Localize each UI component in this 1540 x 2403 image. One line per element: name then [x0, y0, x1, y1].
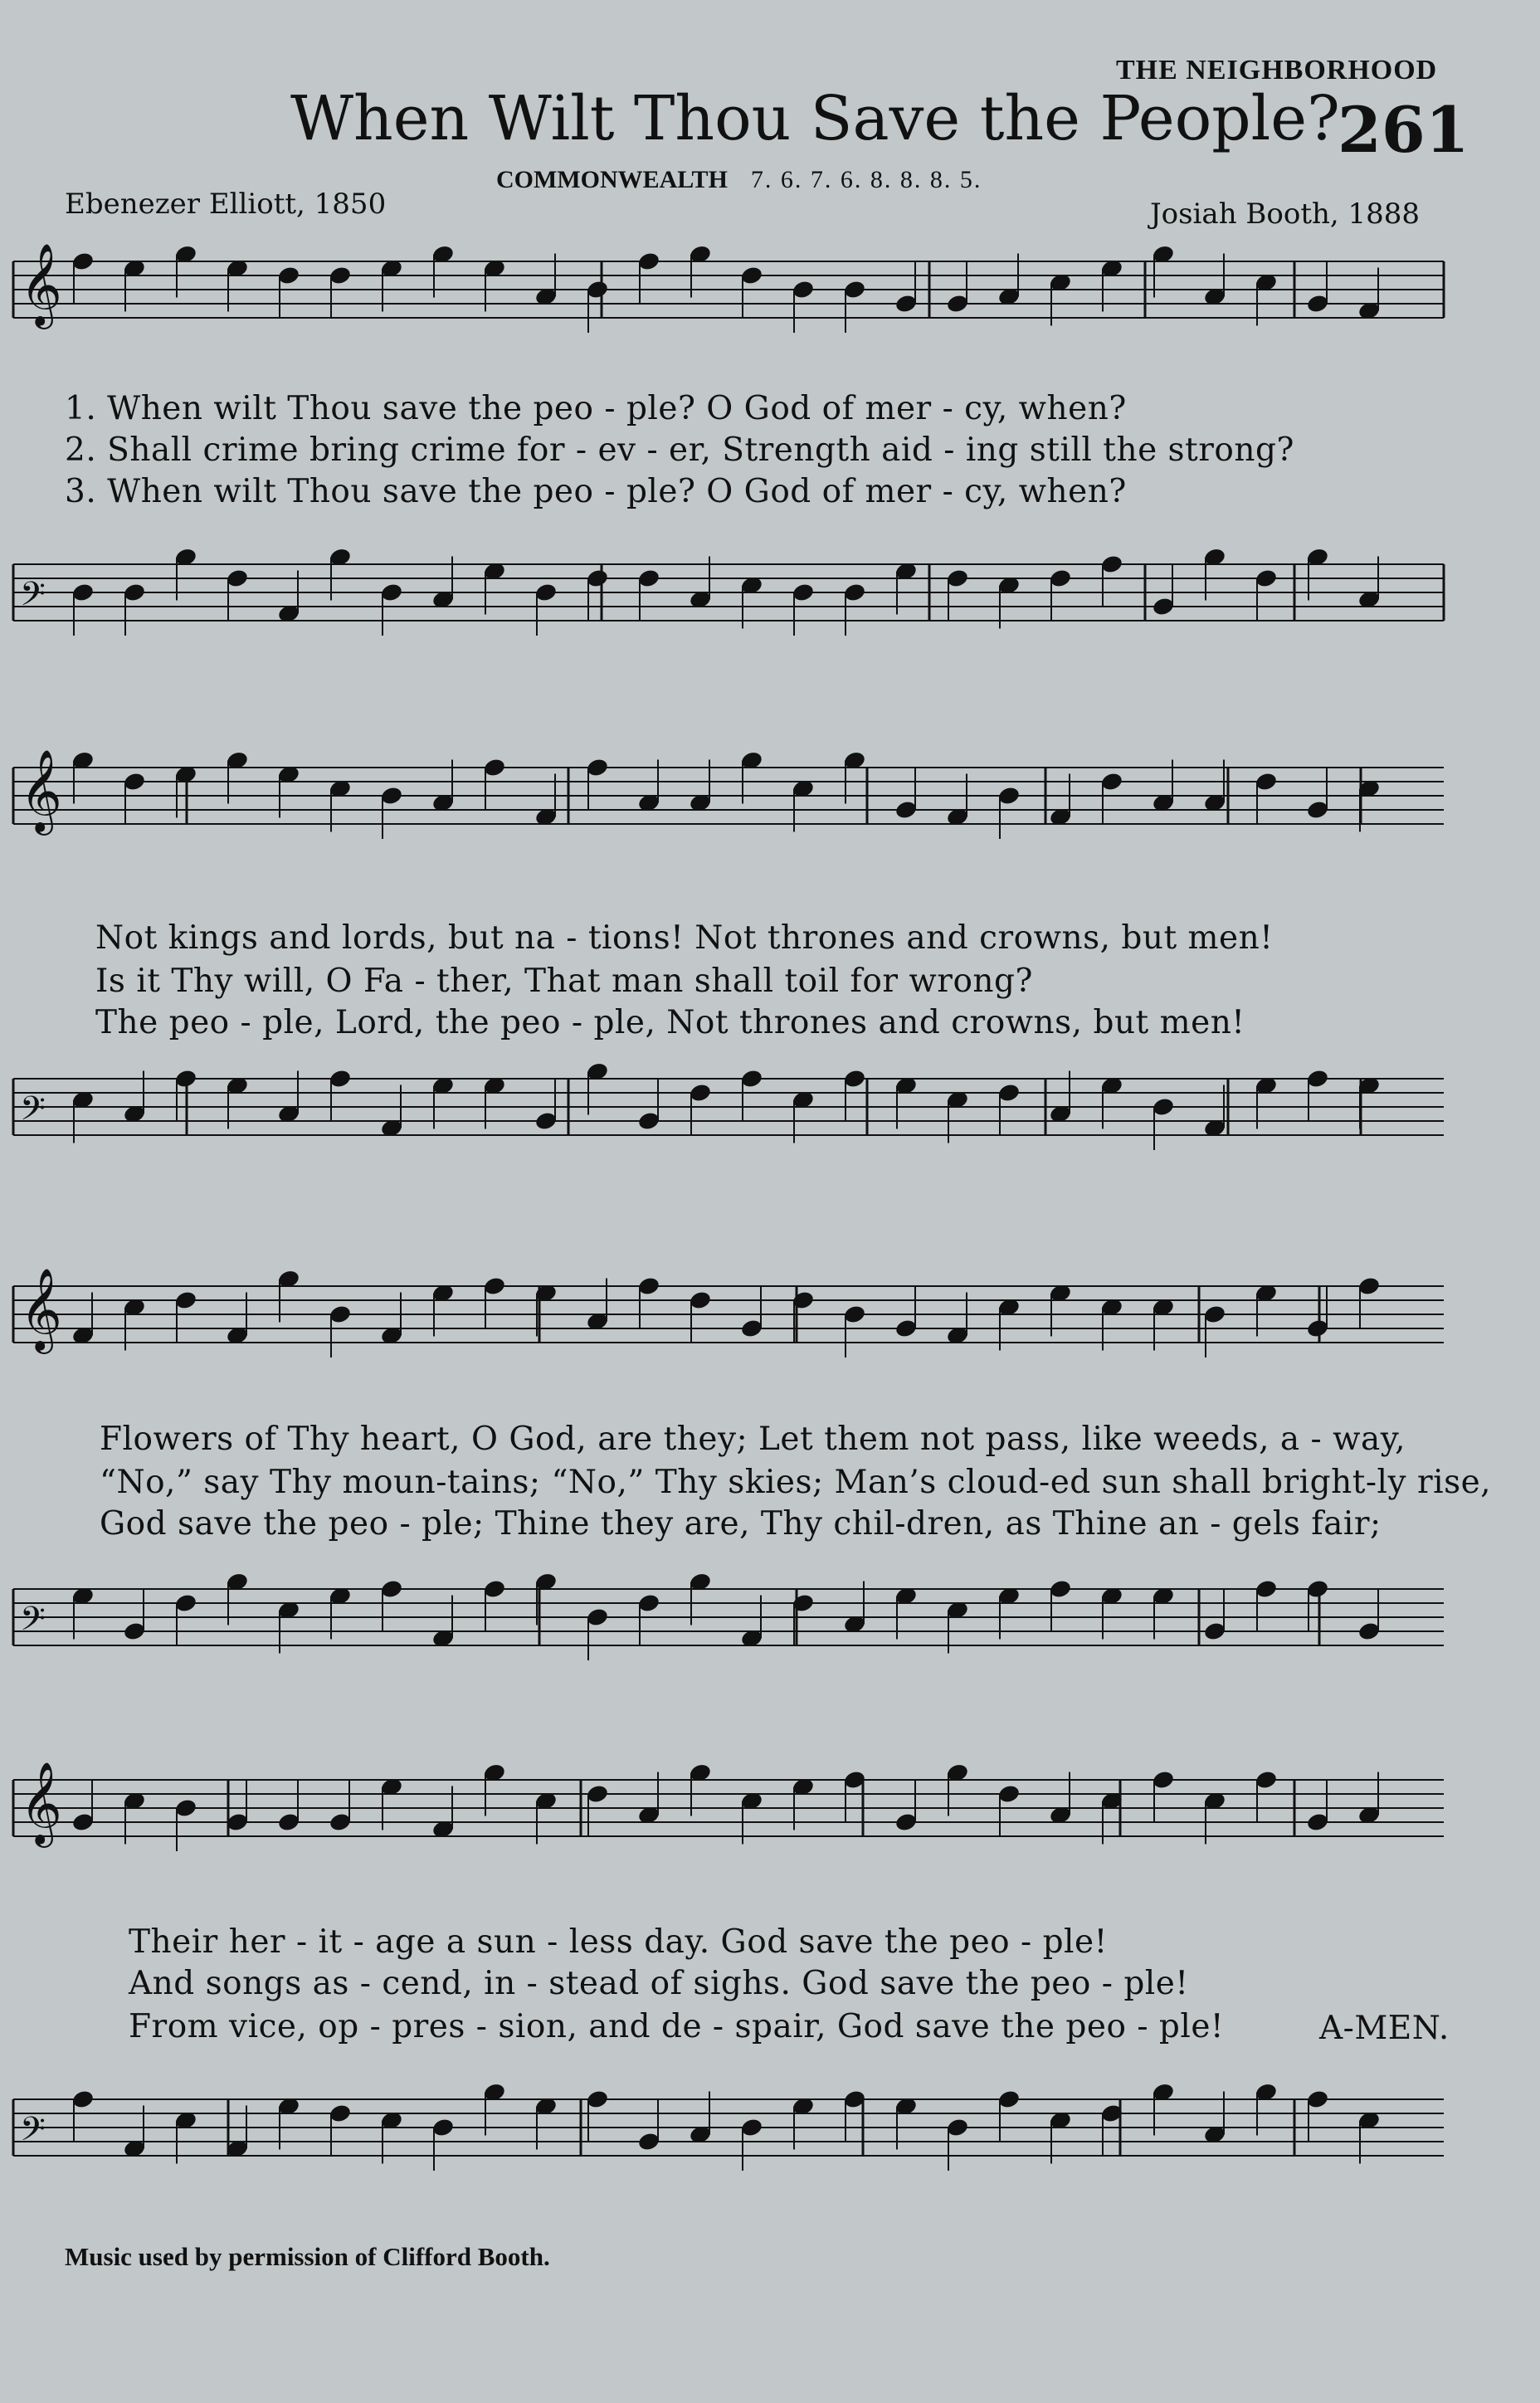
bass-clef-icon: 𝄢	[20, 1089, 46, 1136]
tune-name: COMMONWEALTH	[496, 166, 728, 193]
treble-clef-icon: 𝄞	[20, 1762, 62, 1845]
lyric-line-2-1: Not kings and lords, but na - tions! Not thrones and crowns, but men!	[95, 919, 1274, 957]
lyric-line-1-2: 2. Shall crime bring crime for - ev - er, Strength aid - ing still the strong?	[65, 431, 1294, 469]
treble-clef-icon: 𝄞	[20, 1268, 62, 1351]
lyric-line-4-3: From vice, op - pres - sion, and de - spair, God save the peo - ple!	[129, 2008, 1225, 2045]
staff-system-1-treble	[0, 228, 1540, 361]
staff-system-3-treble	[0, 1253, 1540, 1419]
lyric-line-1-3: 3. When wilt Thou save the peo - ple? O God of mer - cy, when?	[65, 473, 1127, 510]
treble-clef-icon: 𝄞	[20, 243, 62, 326]
lyric-line-1-1: 1. When wilt Thou save the peo - ple? O God of mer - cy, when?	[65, 390, 1127, 427]
tune-meter: 7. 6. 7. 6. 8. 8. 8. 5.	[750, 166, 982, 193]
staff-system-1-bass	[0, 531, 1540, 714]
staff-system-3-bass	[0, 1556, 1540, 1738]
staff-system-2-bass	[0, 1046, 1540, 1228]
bass-clef-icon: 𝄢	[20, 1600, 46, 1646]
lyric-line-3-1: Flowers of Thy heart, O God, are they; Let them not pass, like weeds, a - way,	[100, 1421, 1406, 1458]
treble-clef-icon: 𝄞	[20, 749, 62, 832]
section-label: THE NEIGHBORHOOD	[1116, 55, 1438, 85]
composer-credit: Josiah Booth, 1888	[1150, 197, 1421, 231]
lyric-line-4-2: And songs as - cend, in - stead of sighs. God save the peo - ple!	[129, 1965, 1189, 2002]
permission-footer: Music used by permission of Clifford Booth.	[65, 2242, 550, 2271]
bass-clef-icon: 𝄢	[20, 575, 46, 621]
lyric-line-4-1: Their her - it - age a sun - less day. God save the peo - ple!	[129, 1923, 1108, 1961]
lyric-line-3-3: God save the peo - ple; Thine they are, Thy chil-dren, as Thine an - gels fair;	[100, 1505, 1382, 1543]
author-credit: Ebenezer Elliott, 1850	[65, 188, 387, 221]
lyric-line-2-3: The peo - ple, Lord, the peo - ple, Not thrones and crowns, but men!	[95, 1004, 1245, 1041]
amen-label: A-MEN.	[1319, 2010, 1450, 2047]
lyric-line-2-2: Is it Thy will, O Fa - ther, That man shall toil for wrong?	[95, 963, 1033, 1000]
lyric-line-3-2: “No,” say Thy moun-tains; “No,” Thy skies; Man’s cloud-ed sun shall bright-ly rise,	[100, 1464, 1492, 1501]
staff-system-4-treble	[0, 1747, 1540, 1913]
hymn-title: When Wilt Thou Save the People?	[290, 83, 1340, 154]
staff-system-4-bass	[0, 2066, 1540, 2249]
tune-line	[496, 166, 982, 194]
bass-clef-icon: 𝄢	[20, 2110, 46, 2157]
staff-system-2-treble	[0, 734, 1540, 900]
hymn-number: 261	[1338, 93, 1469, 167]
